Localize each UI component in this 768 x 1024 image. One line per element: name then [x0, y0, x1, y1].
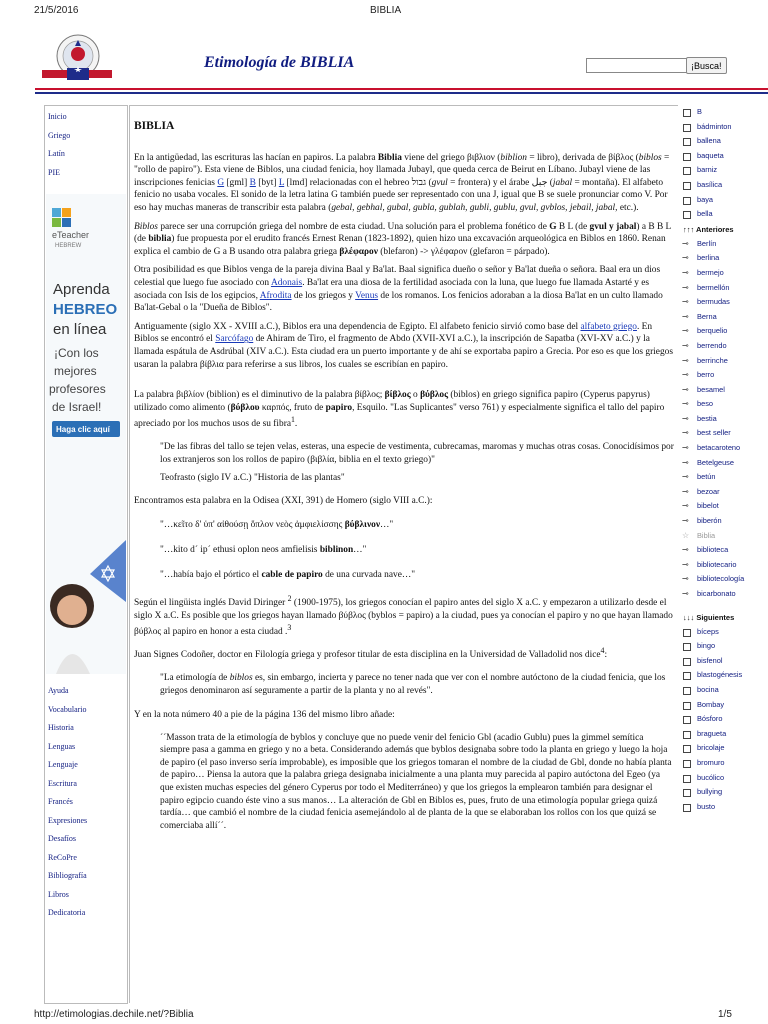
text: "…había bajo el pórtico el — [160, 569, 262, 580]
link-arrow-icon: ⊸ — [682, 340, 689, 350]
link-arrow-icon: ⊸ — [682, 238, 689, 248]
page-icon — [683, 789, 691, 797]
search-button[interactable]: ¡Busca! — [686, 57, 727, 74]
word-list-label: besamel — [697, 384, 725, 394]
text: = libro), derivada de βίβλος ( — [526, 152, 639, 163]
paragraph-4 — [134, 321, 674, 371]
word-list-label: bádminton — [697, 121, 732, 131]
ad-line-4: ¡Con los — [54, 346, 99, 360]
quote-3 — [160, 544, 674, 557]
word-list-item[interactable] — [681, 368, 768, 383]
link-arrow-icon: ⊸ — [682, 267, 689, 277]
quote-5 — [160, 672, 674, 697]
nav-link-expresiones[interactable]: Expresiones — [48, 815, 88, 825]
page-icon — [683, 658, 691, 666]
nav-link-desafios[interactable]: Desafíos — [48, 834, 76, 843]
paragraph-7 — [134, 593, 674, 639]
text: ) a B B L (de — [134, 221, 671, 245]
right-sidebar — [681, 105, 768, 1002]
article-title: BIBLIA — [134, 120, 175, 132]
paragraph-3 — [134, 264, 674, 314]
link-arrow-icon: ⊸ — [682, 370, 689, 380]
word-list-label: betacaroteno — [697, 443, 741, 453]
ad-line-6: profesores — [49, 382, 106, 396]
page-title: Etimología de BIBLIA — [204, 54, 355, 71]
link-arrow-icon: ⊸ — [682, 574, 689, 584]
quote-2 — [160, 519, 674, 532]
word-list-item[interactable] — [681, 120, 768, 135]
footnote-ref[interactable]: 4 — [600, 646, 605, 656]
word-list-item[interactable] — [681, 625, 768, 640]
text: [lmd] relacionadas con el hebreo גבול ( — [284, 177, 432, 188]
nav-link-escritura[interactable]: Escritura — [48, 778, 77, 788]
word-list-label: bullying — [697, 787, 723, 797]
word-list-item[interactable] — [681, 514, 768, 529]
link-g[interactable]: G — [217, 177, 225, 188]
word-list-item[interactable] — [681, 639, 768, 654]
word-list-item[interactable] — [681, 324, 768, 339]
page-icon — [683, 731, 691, 739]
word-list-label: baya — [697, 194, 714, 204]
page-icon — [683, 182, 691, 190]
word-list-item[interactable] — [681, 668, 768, 683]
print-title: BIBLIA — [370, 5, 402, 16]
word-list-item[interactable] — [681, 470, 768, 485]
word-list-item[interactable] — [681, 105, 768, 120]
left-sidebar — [44, 105, 128, 1004]
next-words-heading: ↓↓↓ Siguientes — [683, 612, 735, 622]
word-list-label: bermejo — [697, 267, 724, 277]
text: En la antigüedad, las escrituras las hacían en papiros. La palabra — [134, 152, 378, 163]
text-bold: βύβλος — [420, 390, 449, 401]
word-list-label: bocina — [697, 684, 719, 694]
text: . — [294, 419, 298, 430]
search-input[interactable] — [586, 58, 687, 73]
page-icon — [683, 167, 691, 175]
page-icon — [683, 804, 691, 812]
nav-link-dedicatoria[interactable]: Dedicatoria — [48, 908, 86, 917]
text-bold: papiro — [325, 402, 353, 413]
link-l[interactable]: L — [278, 177, 285, 188]
word-list-item[interactable] — [681, 178, 768, 193]
footnote-ref[interactable]: 1 — [291, 415, 295, 425]
text: ) fue propuesta por el erudito francés Ernest Renan (1823-1892), quien hizo una excavación arqueológica en Biblos en 1860. Renan explica el cambio de G a B usando otra palabra griega — [134, 234, 666, 257]
site-header — [0, 32, 768, 94]
ad-line-5: mejores — [54, 364, 97, 378]
nav-link-historia[interactable]: Historia — [48, 723, 74, 732]
text-bold: βλέφαρον — [339, 246, 378, 257]
word-list-label: Berlín — [697, 238, 717, 248]
word-list-item[interactable] — [681, 426, 768, 441]
text: es, sin embargo, incierta y parece no tener nada que ver con el nombre autóctono de la ciudad fenicia, que los griegos denominaron así seguramente a partir de la planta y no al revés". — [160, 672, 666, 696]
text: de Ahiram de Tiro, el fragmento de Abdo (XVII-XVI a.C.), la inscripción de Sapatba (XVI-XV a.C.) y la llamada espátula de Asdrúbal (XIV a.C.). Esta ciudad era un puerto importante y de ahí se exportaba papiro a Grecia. Por eso es que los griegos usaran la palabra βίβλια para referirse a sus libros, los cuales se escribían en papiro. — [134, 334, 673, 370]
link-arrow-icon: ⊸ — [682, 443, 689, 453]
text: (biblos) en griego significa papiro (Cyperus papyrus) utilizado como alimento ( — [134, 390, 650, 413]
link-arrow-icon: ⊸ — [682, 472, 689, 482]
print-footer — [0, 1004, 768, 1024]
word-list-label: berro — [697, 370, 715, 380]
text: [byt] — [255, 177, 279, 188]
paragraph-6: Encontramos esta palabra en la Odisea (XXI, 391) de Homero (siglo VIII a.C.): — [134, 495, 433, 506]
text: , Esquilo. "Las Suplicantes" verso 761) y especialmente significa el tallo del papiro apreciado por los muchos usos de su fibra — [134, 402, 665, 430]
paragraph-2 — [134, 221, 674, 259]
text: (1900-1975), los griegos conocían el papiro antes del siglo X a.C. y empezaron a utilizarlo desde el siglo X a.C. Es posible que los griegos hayan llamado βύβλος (byblos = papiro) a la ciudad, pues ya conocían el papiro y no que hayan llamado βύβλος al papiro en honor a esta ciudad . — [134, 598, 673, 638]
text: = frontera) y el árabe جبل ( — [447, 177, 553, 188]
word-list-item[interactable] — [681, 149, 768, 164]
word-list-item[interactable] — [681, 741, 768, 756]
page-icon — [683, 109, 691, 117]
word-list-item[interactable] — [681, 193, 768, 208]
print-page: 1/5 — [718, 1009, 732, 1020]
nav-link-lenguaje[interactable]: Lenguaje — [48, 760, 78, 769]
text: o — [410, 390, 421, 401]
ad-brand-sub: HEBREW — [55, 243, 82, 249]
article-panel — [129, 105, 678, 1003]
page-icon — [683, 153, 691, 161]
word-list-item[interactable] — [681, 572, 768, 587]
word-list-item[interactable] — [681, 558, 768, 573]
text-bold: biblinon — [319, 544, 354, 555]
text-bold: cable de papiro — [261, 569, 323, 580]
nav-link-latin[interactable]: Latín — [48, 149, 65, 158]
text: = "rollo de papiro"). Esta viene de Biblos, una ciudad fenicia, hoy llamada Jubayl, que queda cerca de Beirut en Líbano. Jubayl viene de las inscripciones fenicias — [134, 152, 670, 188]
word-list-label: bibliotecología — [697, 574, 745, 584]
text-italic: biblos — [638, 152, 662, 163]
nav-link-vocabulario[interactable]: Vocabulario — [48, 704, 87, 714]
text-bold: βύβλινον — [344, 520, 381, 531]
word-list-label: berrendo — [697, 340, 727, 350]
word-list-label: bermellón — [697, 282, 730, 292]
page-icon — [683, 745, 691, 753]
word-list-item[interactable] — [681, 499, 768, 514]
paragraph-9: Y en la nota número 40 a pie de la página 136 del mismo libro añade: — [134, 710, 395, 721]
word-list-label: Bombay — [697, 699, 725, 709]
word-list-item[interactable] — [681, 543, 768, 558]
text: "…kito d´ ip´ ethusi oplon neos amfielisis — [160, 544, 320, 555]
link-afrodita[interactable]: Afrodita — [259, 290, 292, 301]
paragraph-8 — [134, 645, 674, 662]
quote-1-source: Teofrasto (siglo IV a.C.) "Historia de las plantas" — [160, 473, 345, 484]
current-word — [681, 529, 768, 544]
article-content — [134, 120, 674, 838]
text: viene del griego βιβλιον ( — [401, 152, 501, 163]
word-list-item[interactable] — [681, 354, 768, 369]
link-arrow-icon: ⊸ — [682, 545, 689, 555]
text: Según el lingüista inglés David Diringer — [134, 598, 288, 609]
nav-bottom — [45, 682, 87, 923]
word-list-item[interactable] — [681, 441, 768, 456]
text: de una curvada nave…" — [322, 569, 416, 580]
text-italic: biblos — [229, 672, 253, 683]
quote-4 — [160, 569, 674, 582]
link-arrow-icon: ⊸ — [682, 253, 689, 263]
link-arrow-icon: ⊸ — [682, 413, 689, 423]
link-arrow-icon: ⊸ — [682, 282, 689, 292]
link-arrow-icon: ⊸ — [682, 501, 689, 511]
page-icon — [683, 716, 691, 724]
word-list-label: biblioteca — [697, 545, 729, 555]
word-list-label: bisfenol — [697, 655, 723, 665]
page-icon — [683, 687, 691, 695]
word-list-item[interactable] — [681, 295, 768, 310]
text-bold: βίβλος — [384, 390, 411, 401]
link-b[interactable]: B — [249, 177, 256, 188]
page-icon — [683, 775, 691, 783]
ad-line-1: Aprenda — [53, 281, 110, 298]
word-list-label: bermudas — [697, 297, 730, 307]
word-list-label: berquelio — [697, 326, 728, 336]
text: "La etimología de — [160, 672, 230, 683]
word-list-item[interactable] — [681, 587, 768, 602]
text: Otra posibilidad es que Biblos venga de la pareja divina Baal y Ba'lat. Baal significa dueño o señor y Ba'lat dueña o señora. Baal era un dios celestial que luego fue asociado con — [134, 265, 661, 288]
word-list-item[interactable] — [681, 485, 768, 500]
text-bold: Biblia — [377, 152, 402, 163]
link-arrow-icon: ⊸ — [682, 457, 689, 467]
page-icon — [683, 629, 691, 637]
nav-link-lenguas[interactable]: Lenguas — [48, 741, 76, 751]
word-list-label: bragueta — [697, 728, 727, 738]
word-list-label: bibelot — [697, 501, 719, 511]
word-list-item[interactable] — [681, 654, 768, 669]
text-italic: jabal — [552, 177, 573, 188]
ad-cta-label: Haga clic aquí — [56, 425, 110, 434]
word-list-label: bella — [697, 209, 713, 219]
text: B L (de — [556, 221, 590, 232]
text: "…κεῖτο δ' ὑπ' αἰθούσῃ ὅπλον νεὸς ἀμφιελίσσης — [160, 520, 345, 531]
text: [gml] — [224, 177, 250, 188]
print-header — [0, 0, 768, 20]
text: Juan Signes Codoñer, doctor en Filología griega y profesor titular de esta disciplina en la Universidad de Valladolid nos dice — [134, 650, 601, 661]
nav-link-recopre[interactable]: ReCoPre — [48, 852, 77, 862]
page-icon — [683, 702, 691, 710]
previous-words-heading: ↑↑↑ Anteriores — [683, 224, 734, 234]
word-list-label: baqueta — [697, 150, 724, 160]
text: καρπός, fruto de — [259, 402, 326, 413]
link-adonais[interactable]: Adonais — [270, 277, 303, 288]
word-list-label: Bósforo — [697, 714, 723, 724]
word-list-label: bíceps — [697, 626, 719, 636]
nav-link-inicio[interactable]: Inicio — [48, 112, 67, 121]
spacer — [681, 602, 768, 610]
nav-link-pie[interactable]: PIE — [48, 167, 60, 177]
text: parece ser una corrupción griega del nombre de esta ciudad. Una solución para el problema fonético de — [157, 221, 550, 232]
text: . En Biblos se encontró el — [134, 321, 653, 345]
paragraph-5 — [134, 389, 674, 431]
page-icon — [683, 643, 691, 651]
text: …" — [353, 544, 367, 555]
text: Antiguamente (siglo XX - XVIII a.C.), Biblos era una dependencia de Egipto. El alfabeto fenicio sirvió como base del — [134, 321, 581, 332]
text-bold: gvul y jabal — [589, 221, 637, 232]
page-icon — [683, 211, 691, 219]
word-list-label: bicarbonato — [697, 589, 736, 598]
word-list-item[interactable] — [681, 698, 768, 713]
text-italic: gvul — [431, 177, 448, 188]
quote-1: "De las fibras del tallo se tejen velas, esteras, una especie de vestimenta, cubrecamas, maromas y muchas otras cosas. Conocidísimos por los extranjeros son los rollos de papiro (βιβλία, biblia en el texto griego)" — [160, 442, 674, 465]
link-arrow-icon: ⊸ — [682, 384, 689, 394]
ad-line-7: de Israel! — [52, 400, 102, 414]
ad-brand: eTeacher — [52, 230, 90, 240]
word-list-label: barniz — [697, 165, 718, 175]
word-list-label: B — [697, 107, 702, 116]
ad-line-2: HEBREO — [53, 301, 118, 318]
word-list-item[interactable] — [681, 310, 768, 325]
text: etc.). — [617, 202, 639, 213]
word-list-label: basílica — [697, 179, 723, 189]
link-venus[interactable]: Venus — [355, 290, 379, 301]
star-icon: ☆ — [682, 530, 690, 540]
word-list-item[interactable] — [681, 207, 768, 222]
text: …" — [380, 520, 394, 531]
text: = montaña). El alfabeto fenicio no usaba vocales. El sonido de la letra latina G también puede ser representado con una J, igual que B se suele pronunciar como V. Por eso hay muchas maneras de transcribir esta palabra ( — [134, 177, 668, 213]
paragraph-1 — [134, 152, 674, 215]
word-list-label: bingo — [697, 641, 716, 651]
word-list-label: bromuro — [697, 757, 725, 767]
word-list-item[interactable] — [681, 785, 768, 800]
link-arrow-icon: ⊸ — [682, 516, 689, 526]
text-italic: biblion — [500, 152, 527, 163]
word-list-item[interactable] — [681, 456, 768, 471]
link-arrow-icon: ⊸ — [682, 428, 689, 438]
text: La palabra βιβλίον (biblion) es el diminutivo de la palabra βίβλος; — [134, 390, 385, 401]
word-list-item[interactable] — [681, 727, 768, 742]
page-icon — [683, 760, 691, 768]
eteacher-logo-icon — [52, 208, 61, 217]
word-list-label: betún — [697, 472, 716, 482]
word-list-label: bricolaje — [697, 743, 725, 753]
print-date: 21/5/2016 — [34, 5, 79, 16]
word-list-label: Berna — [697, 311, 717, 321]
ad-banner[interactable] — [46, 194, 126, 674]
word-list-item[interactable] — [681, 397, 768, 412]
header-stripe — [35, 88, 768, 94]
word-list-label: ballena — [697, 136, 721, 146]
page-icon — [683, 672, 691, 680]
link-arrow-icon: ⊸ — [682, 297, 689, 307]
word-list-item[interactable] — [681, 412, 768, 427]
word-list-item[interactable] — [681, 266, 768, 281]
link-arrow-icon: ⊸ — [682, 355, 689, 365]
word-list-item[interactable] — [681, 771, 768, 786]
page-icon — [683, 197, 691, 205]
word-list-item[interactable] — [681, 237, 768, 252]
word-list-item[interactable] — [681, 383, 768, 398]
site-logo-icon[interactable] — [38, 32, 116, 86]
text-bold: biblia — [148, 234, 172, 245]
ad-line-3: en línea — [53, 321, 107, 338]
word-list-item[interactable] — [681, 683, 768, 698]
text: : — [604, 650, 608, 661]
word-list-item[interactable] — [681, 163, 768, 178]
text-italic: gebal, gebhal, gubal, gubla, gublah, gubli, gublu, gvul, gvblos, jebail, jabal, — [331, 202, 618, 213]
word-list-label: bibliotecario — [697, 559, 737, 569]
word-list-item[interactable] — [681, 712, 768, 727]
link-sarcofago[interactable]: Sarcófago — [215, 334, 254, 345]
text-bold: βύβλου — [230, 402, 260, 413]
nav-link-frances[interactable]: Francés — [48, 797, 73, 806]
word-list-item[interactable] — [681, 134, 768, 149]
page-icon — [683, 138, 691, 146]
word-list-item[interactable] — [681, 251, 768, 266]
word-list-item[interactable] — [681, 756, 768, 771]
text: de los romanos. Los fenicios adoraban a la diosa Ba'lat en un culto llamado Ba'lat-Gebal o la "Dueña de Biblos". — [134, 290, 663, 314]
nav-link-libros[interactable]: Libros — [48, 889, 69, 899]
quote-6: ´´Masson trata de la etimología de byblos y concluye que no puede venir del fenicio Gbl (acadio Gublu) pues la gimmel semítica siempre pasa a gamma en griego y no a beta. Considerando además que byblos designaba sobre todo la planta en griego y luego la hoja de papiro (el paso inverso sería improbable), es imposible que los griegos tomaran el nombre de la ciudad de Gbl, donde no había planta de papiro… Piensa la autora que la palabra griega designaba inicialmente a una planta muy parecida al papiro autóctona del Egeo (ya que existen muchas especies del género Cyperus por todo el Mediterráneo) y que los griegos la emplearon también para designar el papiro egipcio cuando éste vino a sus manos… La alteración de Gbl en Biblos es, pues, fruto de una etimología popular griega quizá tardía… que cambió el nombre de la ciudad fenicia asemejándolo al de planta de la que se elaboraban los rollos con los que quizá se comerciaba allí´´. — [160, 732, 672, 831]
nav-link-griego[interactable]: Griego — [48, 130, 71, 140]
footnote-ref[interactable]: 3 — [287, 623, 292, 633]
word-list-label: Betelgeuse — [697, 457, 734, 467]
link-arrow-icon: ⊸ — [682, 326, 689, 336]
text-bold: G — [549, 221, 557, 232]
current-word-label: Biblia — [697, 530, 716, 540]
link-arrow-icon: ⊸ — [682, 399, 689, 409]
word-list-item[interactable] — [681, 281, 768, 296]
link-arrow-icon: ⊸ — [682, 311, 689, 321]
text-italic: Biblos — [134, 221, 158, 232]
word-list-label: bucólico — [697, 772, 725, 782]
link-arrow-icon: ⊸ — [682, 559, 689, 569]
nav-link-bibliografia[interactable]: Bibliografía — [48, 871, 87, 880]
word-list-label: blastogénesis — [697, 670, 743, 680]
word-list-label: bezoar — [697, 486, 720, 496]
word-list-label: beso — [697, 399, 714, 409]
print-url: http://etimologias.dechile.net/?Biblia — [34, 1009, 194, 1020]
text: de los griegos y — [291, 290, 356, 301]
word-list-label: bestia — [697, 413, 717, 423]
nav-top — [45, 108, 70, 182]
word-list-label: busto — [697, 801, 716, 811]
word-list-item[interactable] — [681, 800, 768, 815]
text: (blefaron) -> γλέφαρον (glefaron = párpado). — [377, 246, 550, 257]
link-arrow-icon: ⊸ — [682, 589, 689, 598]
link-arrow-icon: ⊸ — [682, 486, 689, 496]
word-list-label: berrinche — [697, 355, 728, 365]
link-alfabeto-griego[interactable]: alfabeto griego — [580, 321, 637, 332]
page-icon — [683, 124, 691, 132]
word-list-label: berlina — [697, 253, 720, 263]
word-list-label: biberón — [697, 516, 722, 526]
word-list-label: best seller — [697, 428, 731, 438]
word-list-item[interactable] — [681, 339, 768, 354]
nav-link-ayuda[interactable]: Ayuda — [48, 686, 69, 695]
footnote-ref[interactable]: 2 — [287, 594, 292, 604]
text: . Ba'lat era una diosa de la fertilidad asociada con la luna, que luego fue llamada Astarté y es asociada con Isis de los egipcios, — [134, 277, 650, 301]
